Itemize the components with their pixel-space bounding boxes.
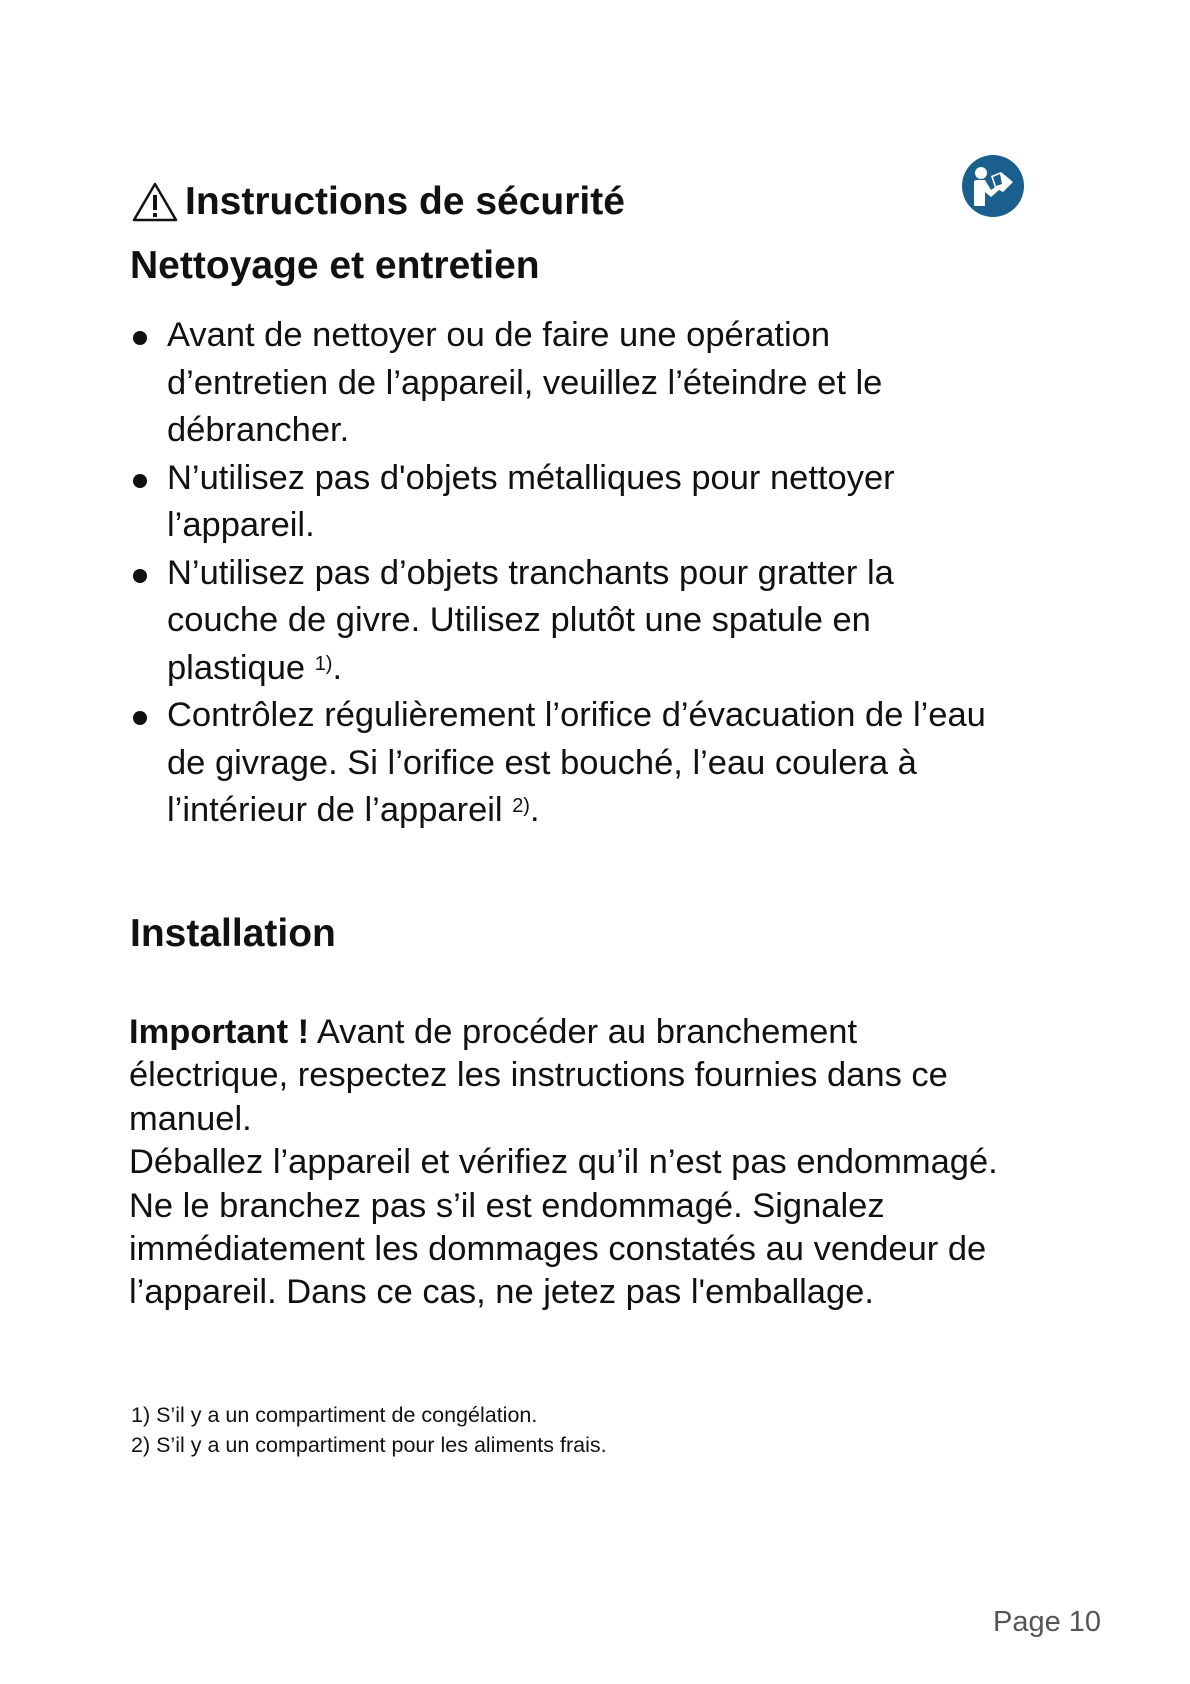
list-item: Avant de nettoyer ou de faire une opération d’entretien de l’appareil, veuillez l’éteindre et le débrancher. bbox=[130, 312, 990, 455]
bullet-dot bbox=[133, 711, 147, 725]
footnote: 1) S’il y a un compartiment de congélation. bbox=[131, 1403, 538, 1427]
footnotes bbox=[131, 1400, 607, 1460]
important-label: Important ! bbox=[129, 1013, 310, 1051]
list-item: N’utilisez pas d'objets métalliques pour nettoyer l’appareil. bbox=[130, 455, 990, 550]
list-item: Contrôlez régulièrement l’orifice d’évacuation de l’eau de givrage. Si l’orifice est bouché, l’eau coulera à l’intérieur de l’appareil $^{2)}$. bbox=[130, 692, 990, 835]
unpacking-paragraph: Déballez l’appareil et vérifiez qu’il n’est pas endommagé. Ne le branchez pas s’il est endommagé. Signalez immédiatement les dommages constatés au vendeur de l’appareil. Dans ce cas, ne jetez pas l'emballage. bbox=[129, 1143, 998, 1312]
subtitle: Nettoyage et entretien bbox=[130, 244, 540, 287]
cleaning-bullet-list bbox=[130, 312, 990, 835]
warning-triangle-icon bbox=[131, 181, 179, 223]
footnote-ref: 2) bbox=[512, 795, 530, 817]
bullet-dot bbox=[133, 569, 147, 583]
bullet-dot bbox=[133, 331, 147, 345]
installation-heading: Installation bbox=[130, 912, 336, 955]
page-number: Page 10 bbox=[993, 1606, 1102, 1638]
important-paragraph: Important ! Avant de procéder au branchement électrique, respectez les instructions fournies dans ce manuel. bbox=[129, 1013, 948, 1138]
bullet-dot bbox=[133, 474, 147, 488]
section-title bbox=[131, 180, 625, 224]
list-item: N’utilisez pas d’objets tranchants pour gratter la couche de givre. Utilisez plutôt une spatule en plastique $^{1)}$. bbox=[130, 550, 990, 693]
footnote: 2) S’il y a un compartiment pour les aliments frais. bbox=[131, 1433, 607, 1457]
footnote-ref: 1) bbox=[314, 652, 333, 675]
read-manual-icon bbox=[961, 154, 1025, 223]
section-title-text: Instructions de sécurité bbox=[185, 180, 625, 223]
installation-text bbox=[129, 1011, 1009, 1315]
